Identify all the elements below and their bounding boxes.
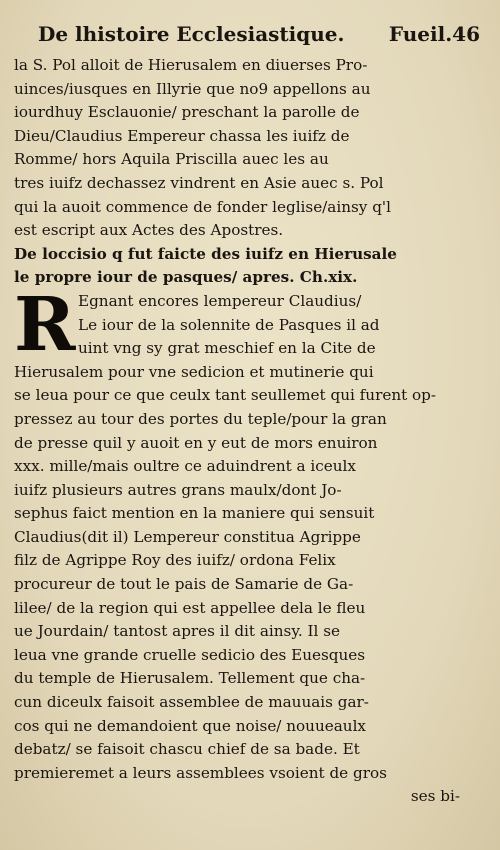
text-line: cun diceulx faisoit assemblee de mauuais gar- (14, 693, 369, 712)
text-line: sephus faict mention en la maniere qui sensuit (14, 504, 375, 523)
chapter-heading (14, 243, 486, 290)
text-line: debatz/ se faisoit chascu chief de sa bade. Et (14, 740, 360, 759)
text-line: Le iour de la solennite de Pasques il ad (78, 315, 380, 334)
text-block (14, 54, 486, 809)
text-line: la S. Pol alloit de Hierusalem en diuerses Pro- (14, 56, 368, 74)
text-line: Egnant encores lempereur Claudius/ (78, 291, 362, 310)
text-line: cos qui ne demandoient que noise/ nouueaulx (14, 716, 366, 735)
heading-line: De loccisio q fut faicte des iuifz en Hierusale (14, 244, 397, 263)
text-line: pressez au tour des portes du teple/pour la gran (14, 409, 387, 428)
text-line: lilee/ de la region qui est appellee dela le fleu (14, 598, 366, 617)
text-line: ue Jourdain/ tantost apres il dit ainsy. Il se (14, 622, 341, 641)
text-line: tres iuifz dechassez vindrent en Asie auec s. Pol (14, 173, 384, 192)
paragraph-1 (14, 54, 486, 243)
folio-number: Fueil.46 (388, 22, 480, 46)
text-line: de presse quil y auoit en y eut de mors enuiron (14, 433, 378, 452)
page-header (0, 18, 500, 48)
text-line: procureur de tout le pais de Samarie de Ga- (14, 575, 354, 594)
catchword: ses bi- (410, 787, 460, 806)
text-line: uint vng sy grat meschief en la Cite de (78, 339, 376, 358)
drop-capital: R (14, 281, 76, 368)
text-line: du temple de Hierusalem. Tellement que cha- (14, 669, 366, 688)
text-line: se leua pour ce que ceulx tant seullemet qui furent op- (14, 386, 437, 405)
text-line: premieremet a leurs assemblees vsoient de gros (14, 763, 387, 782)
text-line: Claudius(dit il) Lempereur constitua Agrippe (14, 527, 361, 546)
text-line: leua vne grande cruelle sedicio des Euesques (14, 645, 366, 664)
text-line: uinces/iusques en Illyrie que no9 appellons au (14, 79, 371, 98)
text-line: iuifz plusieurs autres grans maulx/dont Jo- (14, 480, 342, 499)
text-line: est escript aux Actes des Apostres. (14, 221, 284, 240)
text-line: Hierusalem pour vne sedicion et mutinerie qui (14, 362, 374, 381)
text-line: iourdhuy Esclauonie/ preschant la parolle de (14, 103, 360, 122)
running-title: De lhistoire Ecclesiastique. (38, 22, 345, 46)
text-line: qui la auoit commence de fonder leglise/ainsy q'l (14, 197, 391, 216)
heading-line: le propre iour de pasques/ apres. Ch.xix. (14, 268, 358, 287)
text-line: xxx. mille/mais oultre ce aduindrent a iceulx (14, 457, 356, 476)
text-line: Romme/ hors Aquila Priscilla auec les au (14, 150, 329, 169)
paragraph-2 (14, 281, 486, 785)
text-line: filz de Agrippe Roy des iuifz/ ordona Felix (14, 551, 336, 570)
text-line: Dieu/Claudius Empereur chassa les iuifz de (14, 126, 350, 145)
